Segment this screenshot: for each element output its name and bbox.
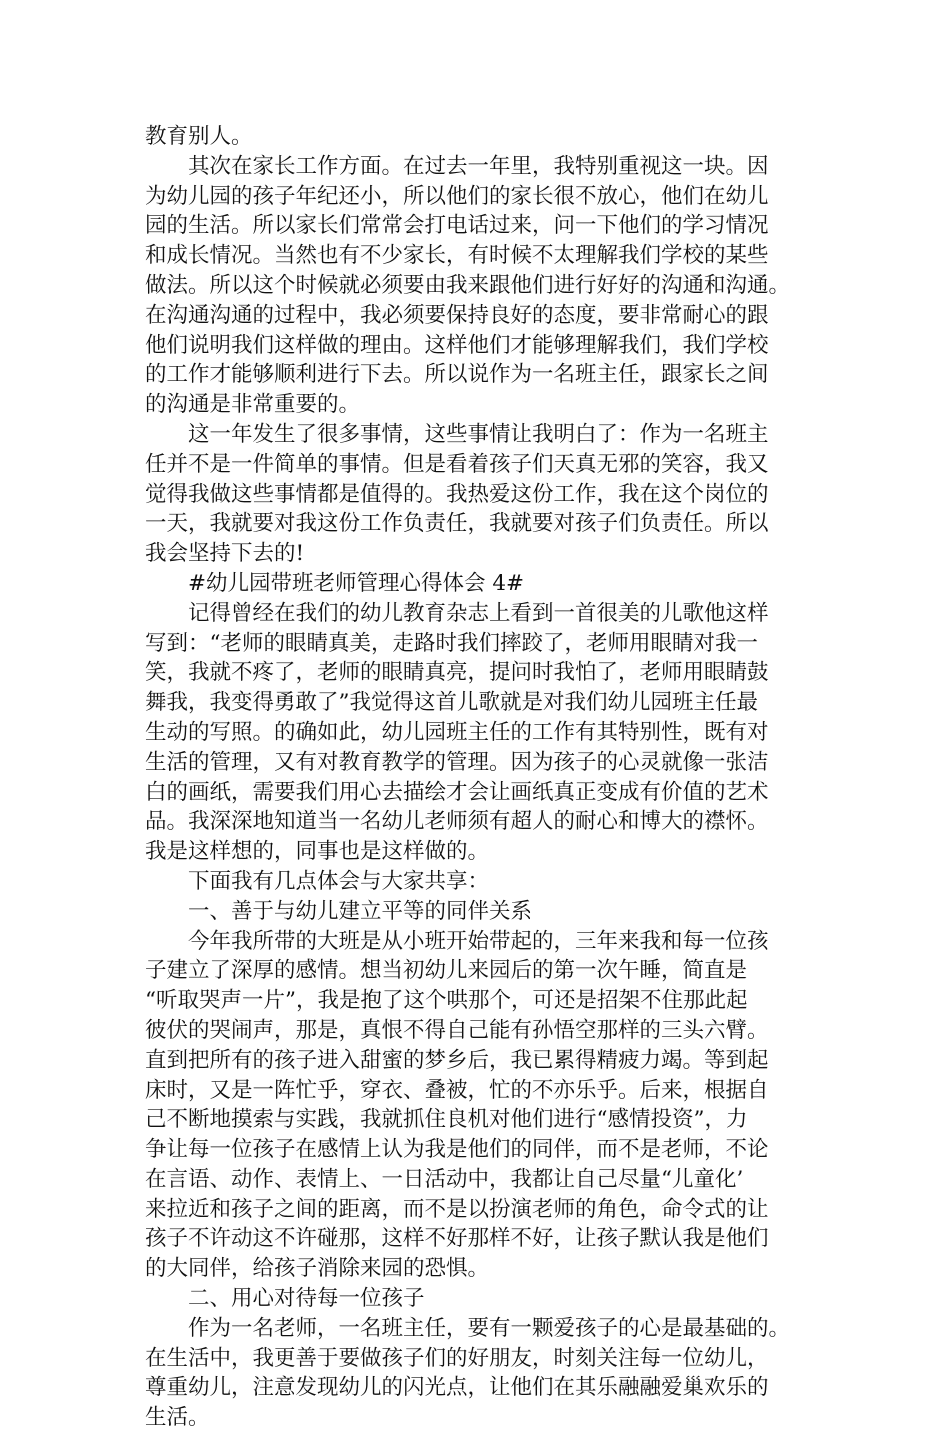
text-line: 来拉近和孩子之间的距离，而不是以扮演老师的角色，命令式的让 [145, 1196, 769, 1222]
subheading: 二、用心对待每一位孩子 [188, 1286, 425, 1312]
text-line: 一天，我就要对我这份工作负责任，我就要对孩子们负责任。所以 [145, 511, 769, 537]
text-line: “听取哭声一片”，我是抱了这个哄那个，可还是招架不住那此起 [145, 988, 748, 1014]
text-line: 任并不是一件简单的事情。但是看着孩子们天真无邪的笑容，我又 [145, 451, 769, 477]
paragraph-first-line: 作为一名老师，一名班主任，要有一颗爱孩子的心是最基础的。 [188, 1315, 791, 1341]
paragraph-first-line: 其次在家长工作方面。在过去一年里，我特别重视这一块。因 [188, 153, 769, 179]
text-line: 觉得我做这些事情都是值得的。我热爱这份工作，我在这个岗位的 [145, 481, 769, 507]
text-line: 品。我深深地知道当一名幼儿老师须有超人的耐心和博大的襟怀。 [145, 809, 769, 835]
section-heading: #幼儿园带班老师管理心得体会 4# [188, 570, 525, 596]
document-page [145, 122, 817, 1433]
paragraph-first-line: 今年我所带的大班是从小班开始带起的，三年来我和每一位孩 [188, 928, 769, 954]
text-line: 子建立了深厚的感情。想当初幼儿来园后的第一次午睡，简直是 [145, 958, 748, 984]
text-line: 孩子不许动这不许碰那，这样不好那样不好，让孩子默认我是他们 [145, 1226, 769, 1252]
text-line: 他们说明我们这样做的理由。这样他们才能够理解我们，我们学校 [145, 332, 769, 358]
text-line: 的沟通是非常重要的。 [145, 392, 361, 418]
paragraph-first-line: 下面我有几点体会与大家共享： [188, 868, 490, 894]
text-line: 生动的写照。的确如此，幼儿园班主任的工作有其特别性，既有对 [145, 719, 769, 745]
text-line: 尊重幼儿，注意发现幼儿的闪光点，让他们在其乐融融爱巢欢乐的 [145, 1375, 769, 1401]
text-line: 的大同伴，给孩子消除来园的恐惧。 [145, 1256, 490, 1282]
text-line: 在生活中，我更善于要做孩子们的好朋友，时刻关注每一位幼儿， [145, 1345, 769, 1371]
text-line: 在言语、动作、表情上、一日活动中，我都让自己尽量“儿童化’ [145, 1166, 744, 1192]
text-line: 做法。所以这个时候就必须要由我来跟他们进行好好的沟通和沟通。 [145, 272, 791, 298]
text-line: 生活的管理，又有对教育教学的管理。因为孩子的心灵就像一张洁 [145, 749, 769, 775]
subheading: 一、善于与幼儿建立平等的同伴关系 [188, 898, 533, 924]
text-line: 和成长情况。当然也有不少家长，有时候不太理解我们学校的某些 [145, 243, 769, 269]
text-line: 写到：“老师的眼睛真美，走路时我们摔跤了，老师用眼睛对我一 [145, 630, 758, 656]
text-line: 笑，我就不疼了，老师的眼睛真亮，提问时我怕了，老师用眼睛鼓 [145, 660, 769, 686]
text-line: 教育别人。 [145, 124, 253, 149]
text-line: 直到把所有的孩子进入甜蜜的梦乡后，我已累得精疲力竭。等到起 [145, 1047, 769, 1073]
text-line: 为幼儿园的孩子年纪还小，所以他们的家长很不放心，他们在幼儿 [145, 183, 769, 209]
text-line: 白的画纸，需要我们用心去描绘才会让画纸真正变成有价值的艺术 [145, 779, 769, 805]
text-line: 彼伏的哭闹声，那是，真恨不得自己能有孙悟空那样的三头六臂。 [145, 1017, 769, 1043]
text-line: 园的生活。所以家长们常常会打电话过来，问一下他们的学习情况 [145, 213, 769, 239]
paragraph-first-line: 这一年发生了很多事情，这些事情让我明白了：作为一名班主 [188, 421, 769, 447]
text-line: 争让每一位孩子在感情上认为我是他们的同伴，而不是老师，不论 [145, 1137, 769, 1163]
text-line: 己不断地摸索与实践，我就抓住良机对他们进行“感情投资”，力 [145, 1107, 748, 1133]
text-line: 在沟通沟通的过程中，我必须要保持良好的态度，要非常耐心的跟 [145, 302, 769, 328]
paragraph-first-line: 记得曾经在我们的幼儿教育杂志上看到一首很美的儿歌他这样 [188, 600, 769, 626]
text-line: 床时，又是一阵忙乎，穿衣、叠被，忙的不亦乐乎。后来，根据自 [145, 1077, 769, 1103]
text-line: 舞我，我变得勇敢了”我觉得这首儿歌就是对我们幼儿园班主任最 [145, 690, 758, 716]
text-line: 生活。 [145, 1405, 210, 1431]
text-line: 我会坚持下去的! [145, 541, 305, 567]
text-line: 我是这样想的，同事也是这样做的。 [145, 839, 490, 865]
text-line: 的工作才能够顺利进行下去。所以说作为一名班主任，跟家长之间 [145, 362, 769, 388]
